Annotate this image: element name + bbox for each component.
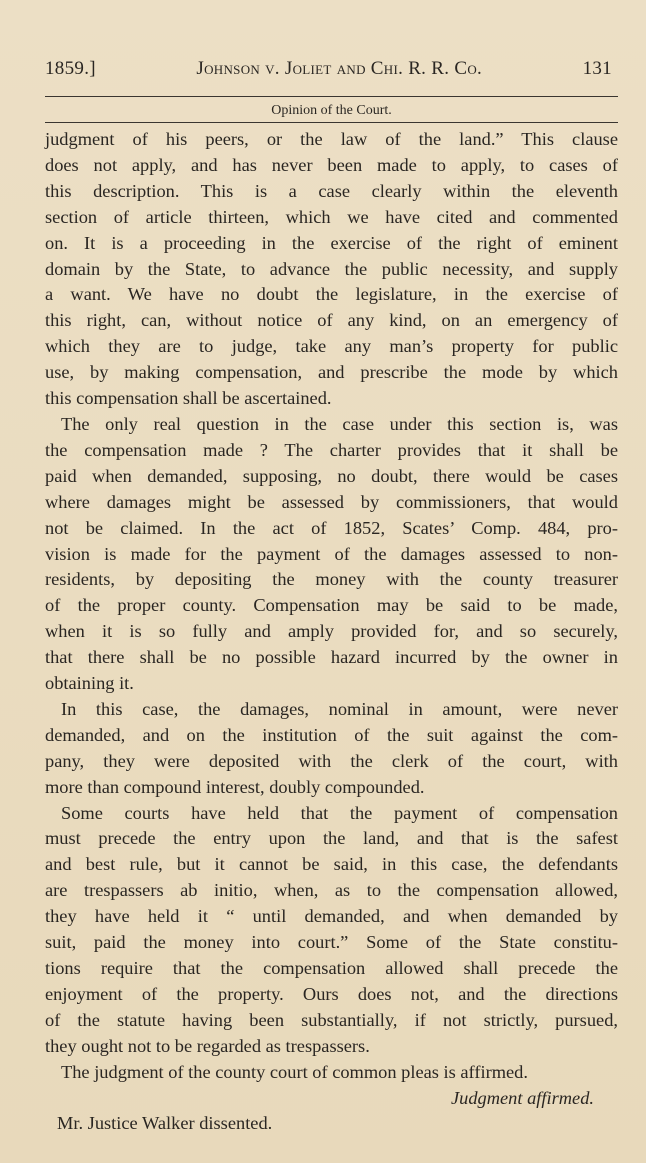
opinion-text	[45, 127, 618, 1137]
text-line: The only real question in the case under this section is, was	[61, 413, 618, 434]
text-line: when it is so fully and amply provided for, and so securely,	[45, 621, 618, 642]
text-line: domain by the State, to advance the public necessity, and supply	[45, 258, 618, 279]
text-line: demanded, and on the institution of the suit against the com-	[45, 724, 618, 745]
text-line: a want. We have no doubt the legislature, in the exercise of	[45, 284, 618, 305]
header-page-number: 131	[582, 58, 612, 79]
text-line: must precede the entry upon the land, and that is the safest	[45, 828, 618, 849]
text-line: enjoyment of the property. Ours does not, and the directions	[45, 983, 618, 1004]
text-line: pany, they were deposited with the clerk of the court, with	[45, 750, 618, 771]
judgment-line: Judgment affirmed.	[450, 1087, 594, 1108]
dissent-line: Mr. Justice Walker dissented.	[57, 1113, 273, 1134]
text-line: The judgment of the county court of common pleas is affirmed.	[61, 1061, 528, 1082]
text-line: and best rule, but it cannot be said, in this case, the defendants	[45, 854, 618, 875]
text-line: of the proper county. Compensation may be said to be made,	[45, 595, 618, 616]
header-case-title: Johnson v. Joliet and Chi. R. R. Co.	[196, 58, 483, 79]
text-line: paid when demanded, supposing, no doubt, there would be cases	[45, 465, 618, 486]
text-line: judgment of his peers, or the law of the land.” This clause	[45, 129, 618, 149]
text-line: does not apply, and has never been made to apply, to cases of	[45, 154, 618, 175]
section-subheading: Opinion of the Court.	[271, 103, 392, 118]
text-line: are trespassers ab initio, when, as to the compensation allowed,	[45, 880, 618, 901]
running-header	[45, 58, 618, 80]
text-line: this compensation shall be ascertained.	[45, 388, 332, 409]
text-line: which they are to judge, take any man’s property for public	[45, 336, 618, 357]
text-line: use, by making compensation, and prescribe the mode by which	[45, 362, 618, 383]
text-line: this description. This is a case clearly within the eleventh	[45, 180, 618, 201]
text-line: tions require that the compensation allowed shall precede the	[45, 958, 618, 978]
header-year: 1859.]	[45, 58, 96, 79]
text-line: suit, paid the money into court.” Some of the State constitu-	[45, 932, 618, 953]
text-line: on. It is a proceeding in the exercise of the right of eminent	[45, 232, 618, 253]
text-line: section of article thirteen, which we have cited and commented	[45, 206, 618, 227]
text-line: obtaining it.	[45, 673, 134, 694]
text-line: they ought not to be regarded as trespassers.	[45, 1035, 370, 1056]
text-line: of the statute having been substantially, if not strictly, pursued,	[45, 1009, 618, 1030]
text-line: not be claimed. In the act of 1852, Scates’ Comp. 484, pro-	[45, 517, 618, 538]
text-line: residents, by depositing the money with the county treasurer	[45, 569, 618, 590]
subheading-rule	[45, 122, 618, 123]
text-line: vision is made for the payment of the damages assessed to non-	[45, 543, 618, 564]
text-line: where damages might be assessed by commissioners, that would	[45, 491, 618, 512]
text-line: In this case, the damages, nominal in amount, were never	[61, 698, 618, 719]
header-rule	[45, 96, 618, 97]
text-line: they have held it “ until demanded, and when demanded by	[45, 906, 618, 927]
text-line: that there shall be no possible hazard incurred by the owner in	[45, 647, 618, 668]
text-line: more than compound interest, doubly compounded.	[45, 776, 425, 797]
text-line: Some courts have held that the payment of compensation	[61, 802, 618, 823]
text-line: the compensation made ? The charter provides that it shall be	[45, 439, 618, 460]
text-line: this right, can, without notice of any kind, on an emergency of	[45, 310, 618, 331]
